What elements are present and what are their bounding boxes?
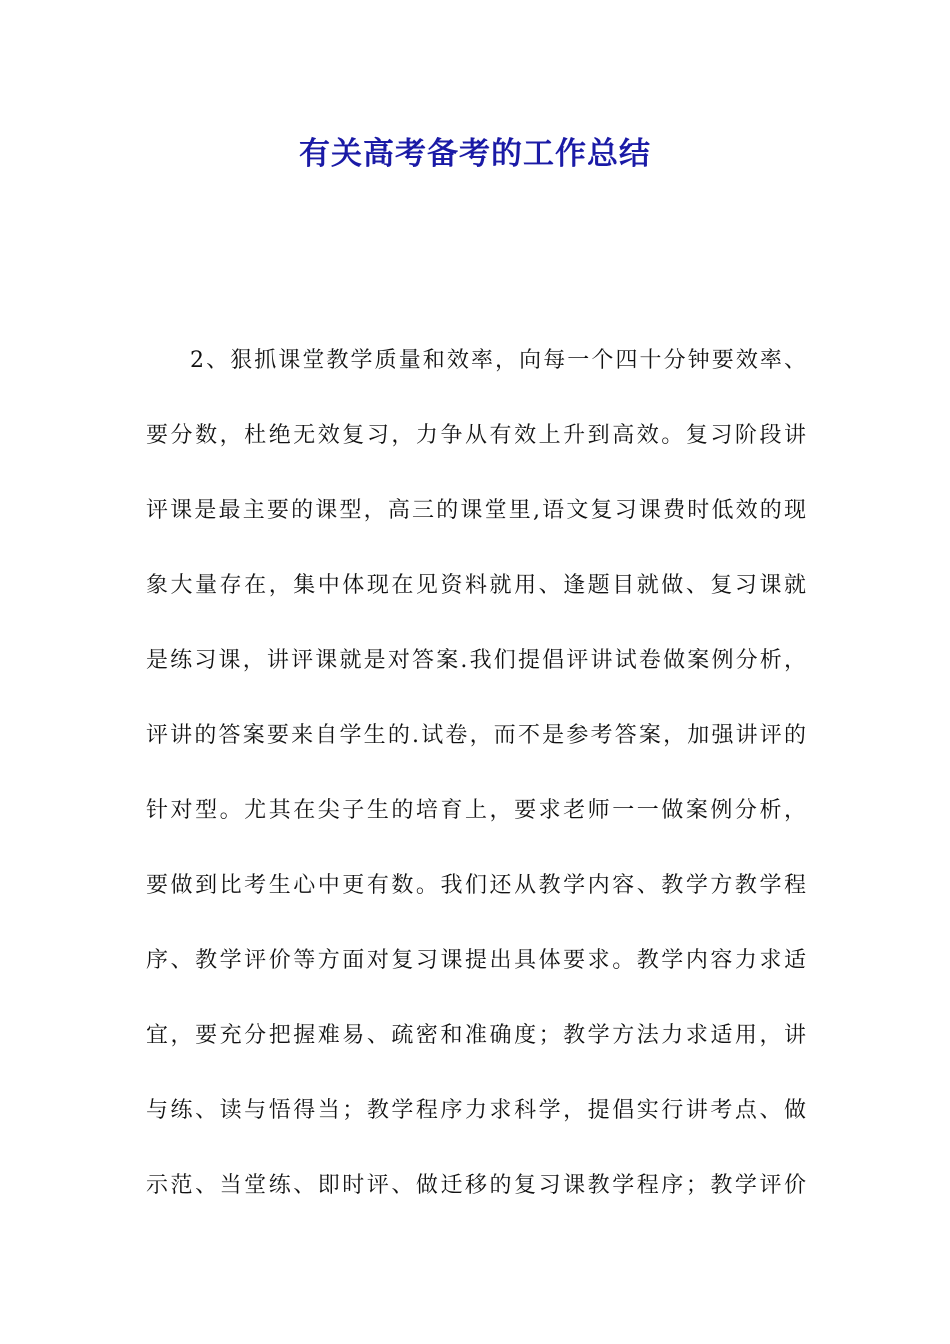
paragraph-line: 要做到比考生心中更有数。我们还从教学内容、教学方教学程 <box>146 873 806 898</box>
paragraph-line: 评课是最主要的课型，高三的课堂里,语文复习课费时低效的现 <box>146 498 806 523</box>
paragraph-line: 序、教学评价等方面对复习课提出具体要求。教学内容力求适 <box>146 948 806 973</box>
body-paragraph <box>146 344 806 1244</box>
paragraph-line: 是练习课，讲评课就是对答案.我们提倡评讲试卷做案例分析， <box>146 648 806 673</box>
paragraph-line: 象大量存在，集中体现在见资料就用、逢题目就做、复习课就 <box>146 573 806 598</box>
document-title: 有关高考备考的工作总结 <box>299 136 651 172</box>
paragraph-line: 示范、当堂练、即时评、做迁移的复习课教学程序；教学评价 <box>146 1173 806 1198</box>
paragraph-line: 针对型。尤其在尖子生的培育上，要求老师一一做案例分析， <box>146 798 806 823</box>
paragraph-line: 与练、读与悟得当；教学程序力求科学，提倡实行讲考点、做 <box>146 1098 806 1123</box>
paragraph-line: 要分数，杜绝无效复习，力争从有效上升到高效。复习阶段讲 <box>146 423 806 448</box>
paragraph-line: 2、狠抓课堂教学质量和效率，向每一个四十分钟要效率、 <box>190 348 806 373</box>
paragraph-line: 评讲的答案要来自学生的.试卷，而不是参考答案，加强讲评的 <box>146 723 806 748</box>
paragraph-line: 宜，要充分把握难易、疏密和准确度；教学方法力求适用，讲 <box>146 1023 806 1048</box>
